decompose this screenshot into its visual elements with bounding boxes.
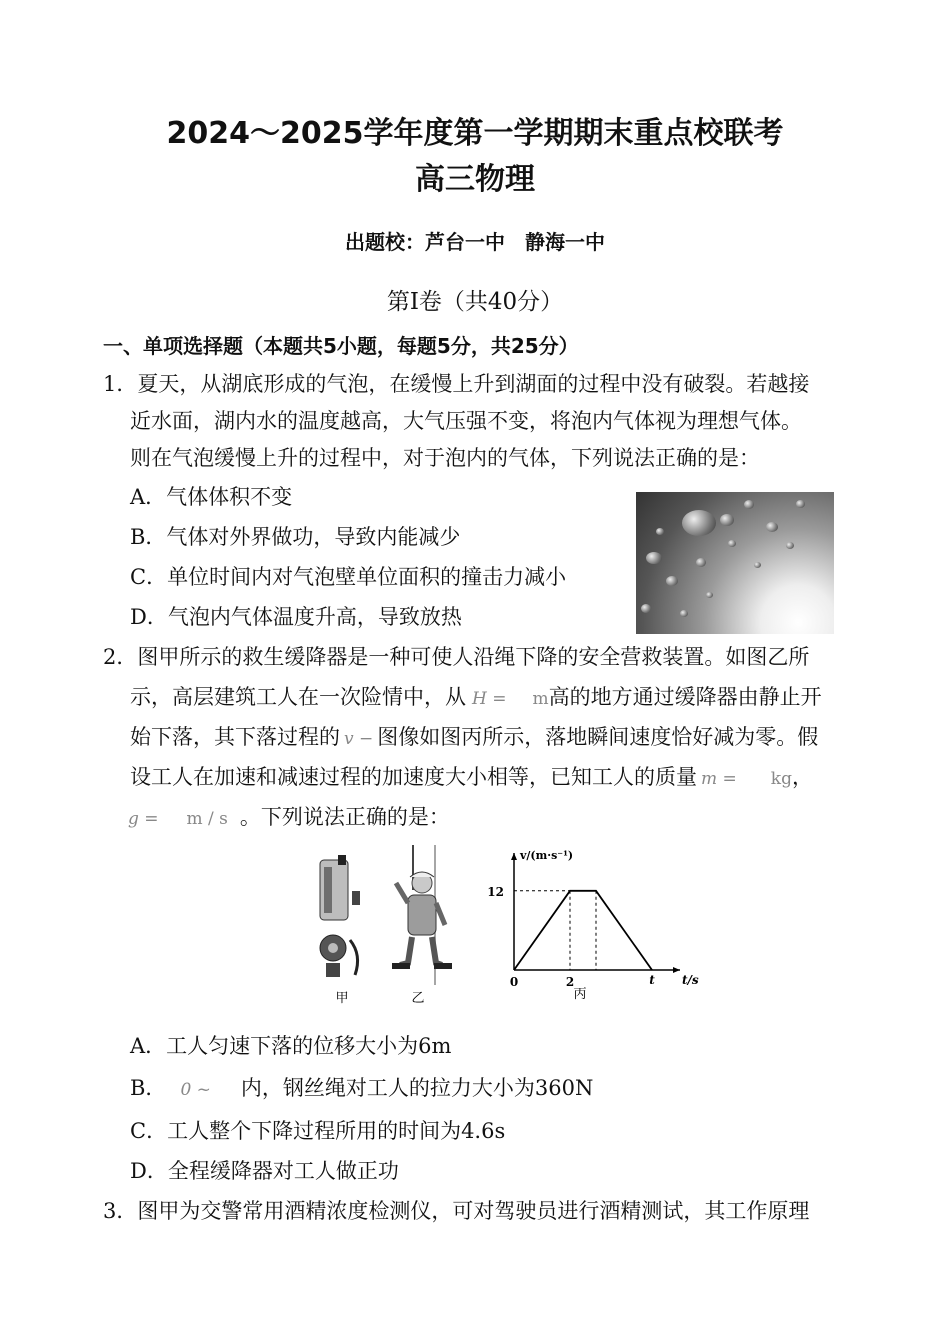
q1-option-d: D．气泡内气体温度升高，导致放热 xyxy=(130,605,462,629)
q1-line2: 近水面，湖内水的温度越高，大气压强不变，将泡内气体视为理想气体。 xyxy=(130,409,802,433)
q2-line5: g = m / s 。下列说法正确的是： xyxy=(128,805,450,829)
q2-line1: 2．图甲所示的救生缓降器是一种可使人沿绳下降的安全营救装置。如图乙所 xyxy=(103,645,810,669)
xtick-label-0: 0 xyxy=(509,975,519,989)
q1-line1: 1．夏天，从湖底形成的气泡，在缓慢上升到湖面的过程中没有破裂。若越接 xyxy=(103,372,810,396)
descender-device-image xyxy=(320,855,360,977)
gravity-var: g = xyxy=(128,809,159,829)
q3-line1: 3．图甲为交警常用酒精浓度检测仪，可对驾驶员进行酒精测试，其工作原理 xyxy=(103,1199,810,1223)
q2-figure xyxy=(300,845,700,1010)
q2-option-d: D．全程缓降器对工人做正功 xyxy=(130,1159,399,1183)
q1-line3: 则在气泡缓慢上升的过程中，对于泡内的气体，下列说法正确的是： xyxy=(130,446,760,470)
series-line xyxy=(514,891,652,970)
vt-graph-var: v − xyxy=(344,729,374,749)
x-axis-arrow xyxy=(673,967,680,973)
q2-option-a: A．工人匀速下落的位移大小为6m xyxy=(130,1034,452,1058)
exam-schools: 出题校：芦台一中 静海一中 xyxy=(345,230,605,254)
time-range-var: 0 ~ xyxy=(180,1080,211,1100)
label-jia: 甲 xyxy=(335,991,349,1006)
q2-line4: 设工人在加速和减速过程的加速度大小相等，已知工人的质量 m = kg， xyxy=(130,765,813,789)
bubbles-photo xyxy=(636,492,834,634)
q2-line2: 示，高层建筑工人在一次险情中，从 H = m高的地方通过缓降器由静止开 xyxy=(130,685,822,709)
vt-chart xyxy=(487,849,699,989)
xtick-label-2: 2 xyxy=(565,975,575,989)
y-axis-arrow xyxy=(511,853,517,860)
exam-subject: 高三物理 xyxy=(415,162,535,197)
section-heading: 一、单项选择题（本题共5小题，每题5分，共25分） xyxy=(103,334,579,358)
ytick-label: 12 xyxy=(487,884,504,899)
q1-option-a: A．气体体积不变 xyxy=(130,485,293,509)
worker-image xyxy=(392,845,452,985)
height-var: H = xyxy=(472,689,507,709)
q1-option-c: C．单位时间内对气泡壁单位面积的撞击力减小 xyxy=(130,565,567,589)
mass-var: m = xyxy=(701,769,737,789)
x-axis-label: t/s xyxy=(682,973,699,987)
volume-heading: 第Ⅰ卷（共40分） xyxy=(386,289,564,315)
exam-title: 2024～2025学年度第一学期期末重点校联考 xyxy=(166,116,784,151)
y-axis-label: v/(m·s⁻¹) xyxy=(520,849,574,862)
label-bing: 丙 xyxy=(573,987,587,1002)
q2-option-c: C．工人整个下降过程所用的时间为4.6s xyxy=(130,1119,506,1143)
q1-option-b: B．气体对外界做功，导致内能减少 xyxy=(130,525,461,549)
q2-line3: 始下落，其下落过程的 v − 图像如图丙所示，落地瞬间速度恰好减为零。假 xyxy=(130,725,819,749)
label-yi: 乙 xyxy=(411,991,425,1006)
xtick-label-t: t xyxy=(649,973,655,987)
q2-option-b: B． 0 ~ 内，钢丝绳对工人的拉力大小为360N xyxy=(130,1076,594,1100)
